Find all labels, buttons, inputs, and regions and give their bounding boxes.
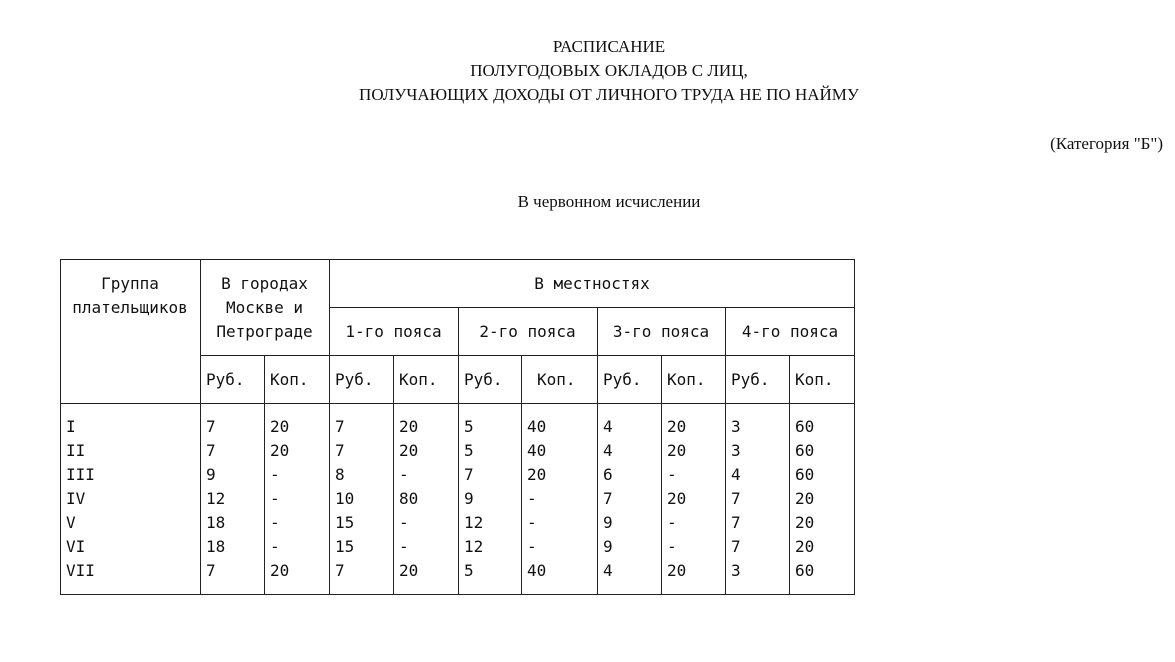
header-zone-2: 2-го пояса <box>479 322 576 341</box>
table-cell: 15 <box>335 513 355 532</box>
table-cell: 12 <box>464 537 484 556</box>
title-line-2: ПОЛУГОДОВЫХ ОКЛАДОВ С ЛИЦ, <box>470 61 748 80</box>
table-cell: 7 <box>731 537 741 556</box>
table-cell: 6 <box>603 465 613 484</box>
table-cell: 80 <box>399 489 419 508</box>
table-cell: 4 <box>603 417 613 436</box>
row-group-label: I <box>66 417 76 436</box>
header-rule-localities <box>329 307 855 308</box>
table-cell: 18 <box>206 537 226 556</box>
col-rule <box>661 355 662 595</box>
table-cell: - <box>527 513 537 532</box>
header-zone-4: 4-го пояса <box>741 322 839 341</box>
table-cell: - <box>667 537 677 556</box>
header-localities: В местностях <box>534 274 650 293</box>
table-cell: 3 <box>731 417 741 436</box>
currency-subtitle: В червонном исчислении <box>517 192 701 211</box>
row-group-label: II <box>66 441 86 460</box>
unit-rub-label: Руб. <box>206 370 245 389</box>
table-cell: 12 <box>206 489 226 508</box>
col-rule <box>521 355 522 595</box>
title-line-1: РАСПИСАНИЕ <box>552 37 666 56</box>
unit-rub-label: Руб. <box>603 370 642 389</box>
table-cell: 40 <box>527 417 547 436</box>
table-cell: 20 <box>270 561 290 580</box>
col-rule <box>264 355 265 595</box>
table-cell: 7 <box>335 441 345 460</box>
table-cell: - <box>270 465 280 484</box>
table-cell: 7 <box>335 417 345 436</box>
table-cell: 7 <box>206 417 216 436</box>
table-cell: - <box>270 513 280 532</box>
table-cell: 7 <box>206 441 216 460</box>
table-cell: 9 <box>206 465 216 484</box>
col-rule <box>458 307 459 595</box>
table-cell: 5 <box>464 417 474 436</box>
table-cell: 10 <box>335 489 355 508</box>
table-cell: - <box>399 465 409 484</box>
header-cities: Петрограде <box>216 322 313 341</box>
unit-rub-label: Руб. <box>731 370 770 389</box>
row-group-label: VII <box>66 561 95 580</box>
table-cell: 15 <box>335 537 355 556</box>
table-cell: 7 <box>206 561 216 580</box>
table-cell: - <box>527 489 537 508</box>
table-cell: - <box>527 537 537 556</box>
unit-kop-label: Коп. <box>399 370 438 389</box>
table-cell: 7 <box>603 489 613 508</box>
tax-rates-table <box>60 259 855 595</box>
table-cell: 40 <box>527 561 547 580</box>
title-line-3: ПОЛУЧАЮЩИХ ДОХОДЫ ОТ ЛИЧНОГО ТРУДА НЕ ПО НАЙМУ <box>359 85 859 104</box>
table-cell: - <box>270 489 280 508</box>
table-cell: 20 <box>399 417 419 436</box>
table-cell: - <box>399 537 409 556</box>
table-cell: 20 <box>795 537 815 556</box>
table-cell: 8 <box>335 465 345 484</box>
header-zone-1: 1-го пояса <box>345 322 442 341</box>
unit-rub-label: Руб. <box>464 370 503 389</box>
unit-kop-label: Коп. <box>667 370 706 389</box>
col-rule <box>329 259 330 595</box>
table-cell: 18 <box>206 513 226 532</box>
row-group-label: V <box>66 513 76 532</box>
table-cell: 60 <box>795 441 815 460</box>
col-rule <box>789 355 790 595</box>
header-cities: В городах <box>221 274 308 293</box>
document-title <box>0 35 1175 107</box>
table-cell: 9 <box>464 489 474 508</box>
unit-kop-label: Коп. <box>270 370 309 389</box>
table-border-right <box>854 259 855 595</box>
header-group: плательщиков <box>72 298 188 317</box>
table-cell: 7 <box>731 489 741 508</box>
unit-kop-label: Коп. <box>537 370 576 389</box>
table-cell: 4 <box>603 441 613 460</box>
table-cell: 9 <box>603 537 613 556</box>
table-cell: 60 <box>795 465 815 484</box>
header-cities: Москве и <box>225 298 304 317</box>
unit-rub-label: Руб. <box>335 370 374 389</box>
table-cell: 20 <box>270 441 290 460</box>
table-cell: - <box>399 513 409 532</box>
row-group-label: VI <box>66 537 86 556</box>
table-border-top <box>60 259 855 260</box>
table-cell: 60 <box>795 417 815 436</box>
header-rule-zones <box>200 355 855 356</box>
table-cell: 20 <box>527 465 547 484</box>
table-cell: 9 <box>603 513 613 532</box>
table-cell: 4 <box>731 465 741 484</box>
col-rule <box>725 307 726 595</box>
table-cell: 20 <box>795 489 815 508</box>
table-cell: 5 <box>464 441 474 460</box>
table-cell: 20 <box>667 441 687 460</box>
row-group-label: IV <box>66 489 86 508</box>
category-label: (Категория "Б") <box>1050 134 1163 153</box>
table-cell: 20 <box>399 561 419 580</box>
table-cell: 3 <box>731 561 741 580</box>
header-group: Группа <box>101 274 159 293</box>
table-cell: - <box>270 537 280 556</box>
col-rule <box>393 355 394 595</box>
table-cell: - <box>667 513 677 532</box>
table-cell: 40 <box>527 441 547 460</box>
header-zone-3: 3-го пояса <box>612 322 710 341</box>
table-cell: 20 <box>667 561 687 580</box>
table-cell: 60 <box>795 561 815 580</box>
table-cell: - <box>667 465 677 484</box>
table-cell: 20 <box>795 513 815 532</box>
col-rule <box>597 307 598 595</box>
table-cell: 12 <box>464 513 484 532</box>
table-cell: 7 <box>731 513 741 532</box>
table-cell: 20 <box>667 417 687 436</box>
table-cell: 20 <box>667 489 687 508</box>
table-cell: 4 <box>603 561 613 580</box>
table-cell: 3 <box>731 441 741 460</box>
table-cell: 7 <box>464 465 474 484</box>
table-cell: 20 <box>270 417 290 436</box>
row-group-label: III <box>66 465 95 484</box>
unit-kop-label: Коп. <box>795 370 834 389</box>
table-cell: 20 <box>399 441 419 460</box>
table-cell: 7 <box>335 561 345 580</box>
table-cell: 5 <box>464 561 474 580</box>
